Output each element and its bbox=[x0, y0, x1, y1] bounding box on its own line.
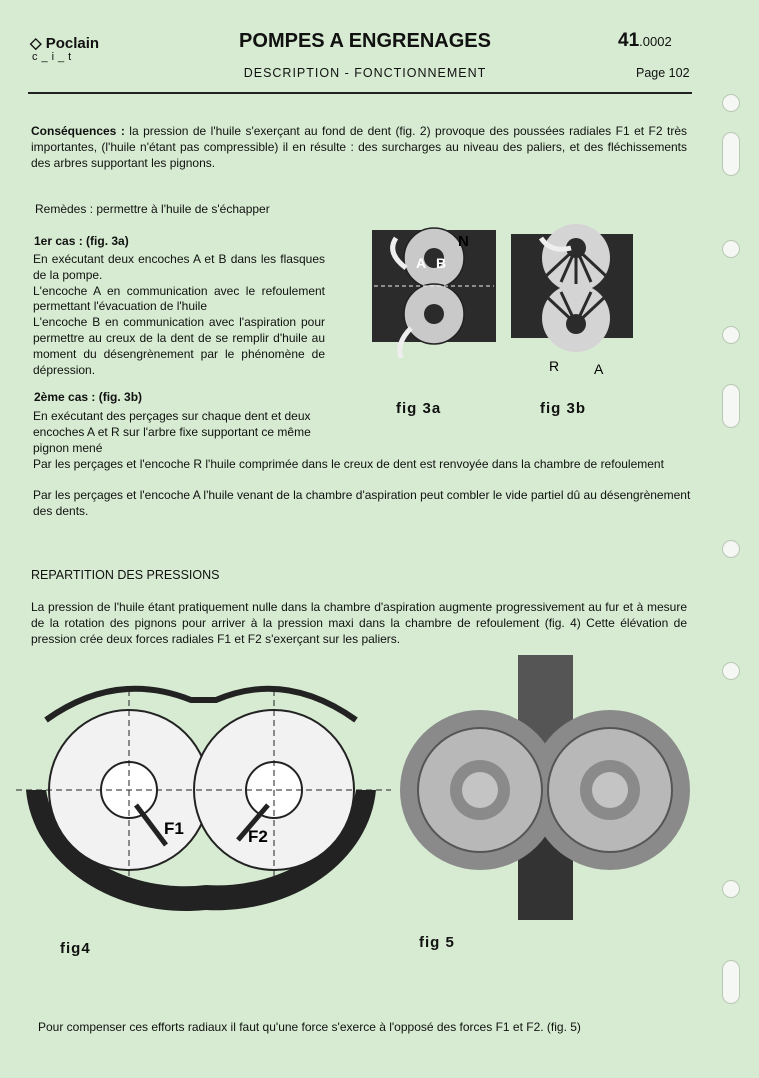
binder-holes bbox=[722, 0, 740, 1078]
binder-hole bbox=[722, 960, 740, 1004]
document-number: 41.0002 bbox=[618, 30, 672, 51]
fig3a-drawing bbox=[372, 228, 496, 358]
label-f2: F2 bbox=[248, 827, 268, 846]
fig3b-drawing bbox=[511, 224, 633, 377]
fig5-label: fig 5 bbox=[419, 934, 455, 951]
header-divider bbox=[28, 92, 692, 94]
binder-hole bbox=[722, 880, 740, 898]
diamond-logo-icon: ◇ bbox=[30, 35, 42, 52]
brand-name: Poclain bbox=[45, 35, 100, 52]
label-n: N bbox=[458, 233, 469, 250]
remedes-line: Remèdes : permettre à l'huile de s'échapper bbox=[35, 202, 270, 216]
binder-hole bbox=[722, 326, 740, 344]
consequences-label: Conséquences : bbox=[31, 124, 125, 138]
figure-4-diagram bbox=[16, 680, 391, 920]
case2-heading: 2ème cas : (fig. 3b) bbox=[34, 390, 143, 404]
label-a-3b: A bbox=[594, 361, 604, 377]
fig3a-label: fig 3a bbox=[396, 400, 442, 417]
case2-line2: Par les perçages et l'encoche R l'huile comprimée dans le creux de dent est renvoyée dans la chambre de refoulement bbox=[33, 457, 664, 471]
repartition-heading: REPARTITION DES PRESSIONS bbox=[31, 568, 220, 582]
page-title: POMPES A ENGRENAGES bbox=[239, 30, 491, 52]
label-b-3a: B bbox=[436, 255, 447, 271]
binder-hole bbox=[722, 132, 740, 176]
case1-text bbox=[33, 252, 325, 378]
binder-hole bbox=[722, 94, 740, 112]
binder-hole bbox=[722, 384, 740, 428]
figure-3-diagram bbox=[366, 208, 641, 378]
binder-hole bbox=[722, 240, 740, 258]
case1-line: En exécutant deux encoches A et B dans les flasques de la pompe. bbox=[33, 252, 325, 282]
consequences-text: la pression de l'huile s'exerçant au fond de dent (fig. 2) provoque des poussées radiales F1 et F2 très importantes, (l'huile n'étant pas compressible) il en résulte : des surcharges au niveau des paliers, et des fléchissements des arbres supportant les pignons. bbox=[31, 124, 687, 170]
fig3b-label: fig 3b bbox=[540, 400, 586, 417]
case1-heading: 1er cas : (fig. 3a) bbox=[34, 234, 129, 248]
page-subtitle: DESCRIPTION - FONCTIONNEMENT bbox=[243, 66, 487, 80]
binder-hole bbox=[722, 540, 740, 558]
case2-line1: En exécutant des perçages sur chaque dent et deux encoches A et R sur l'arbre fixe supportant ce même pignon mené bbox=[33, 409, 311, 455]
repartition-text: La pression de l'huile étant pratiquement nulle dans la chambre d'aspiration augmente progressivement au fur et à mesure de la rotation des pignons pour arriver à la pression maxi dans la chambre de refoulement (fig. 4) Cette élévation de pression crée deux forces radiales F1 et F2 s'exerçant sur les paliers. bbox=[31, 600, 687, 646]
binder-hole bbox=[722, 662, 740, 680]
footer-text: Pour compenser ces efforts radiaux il faut qu'une force s'exerce à l'opposé des forces F1 et F2. (fig. 5) bbox=[38, 1020, 581, 1034]
label-r-3b: R bbox=[549, 358, 560, 374]
fig4-label: fig4 bbox=[60, 940, 91, 957]
case1-line: L'encoche A en communication avec le refoulement permettant l'évacuation de l'huile bbox=[33, 283, 325, 314]
case2-line3: Par les perçages et l'encoche A l'huile venant de la chambre d'aspiration peut combler le vide partiel dû au désengrènement des dents. bbox=[33, 488, 691, 518]
page-number: Page 102 bbox=[636, 66, 690, 80]
label-a-3a: A bbox=[416, 255, 427, 271]
figure-5-diagram bbox=[395, 650, 715, 920]
consequences-paragraph bbox=[31, 124, 687, 171]
label-f1: F1 bbox=[164, 819, 184, 838]
case1-line: L'encoche B en communication avec l'aspiration pour permettre au creux de la dent de se remplir d'huile au moment du désengrènement par le phénomène de dépression. bbox=[33, 315, 325, 377]
brand-subtitle: c_i_t bbox=[32, 51, 76, 63]
